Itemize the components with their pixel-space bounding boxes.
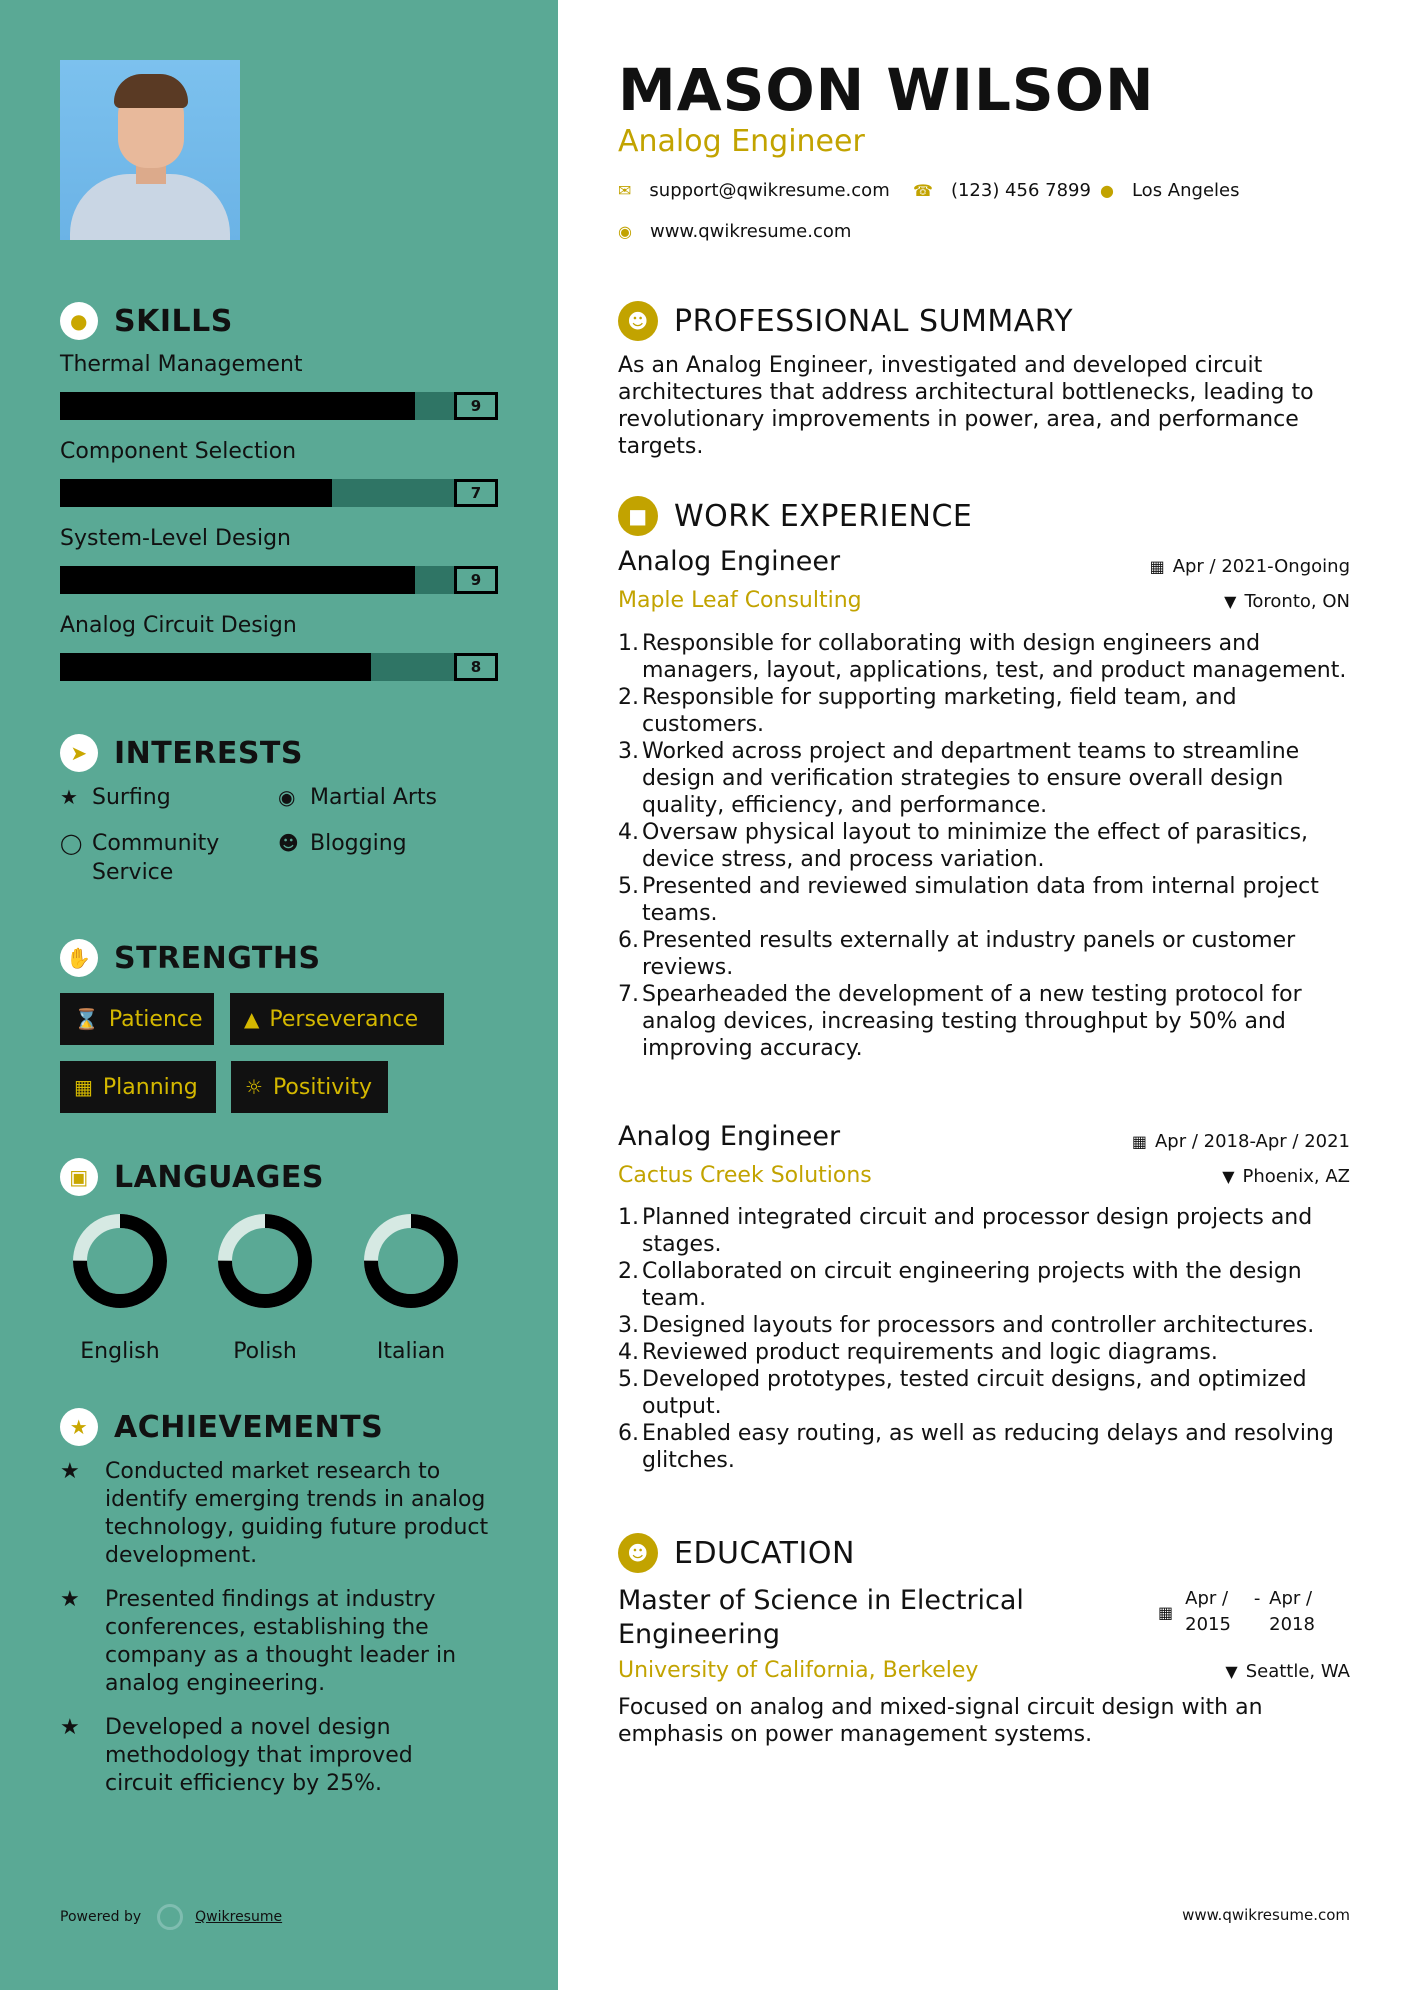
language-ring bbox=[217, 1213, 313, 1309]
summary-heading: ☻ PROFESSIONAL SUMMARY bbox=[618, 301, 1073, 341]
language-name: Polish bbox=[233, 1339, 297, 1364]
interest-item: ◉ Martial Arts bbox=[278, 785, 438, 810]
skills-heading: ● SKILLS bbox=[60, 302, 233, 340]
skill-name: Analog Circuit Design bbox=[60, 613, 297, 638]
language-item bbox=[195, 1213, 335, 1364]
briefcase-icon: ■ bbox=[618, 496, 658, 536]
list-item: 5. Presented and reviewed simulation data from internal project teams. bbox=[618, 874, 1319, 926]
language-item bbox=[50, 1213, 190, 1364]
education-location: ▼ Seattle, WA bbox=[1225, 1661, 1350, 1682]
language-name: English bbox=[80, 1339, 160, 1364]
school-name: University of California, Berkeley bbox=[618, 1658, 979, 1683]
interest-item: ★ Surfing bbox=[60, 785, 171, 810]
skill-name: Thermal Management bbox=[60, 352, 303, 377]
contact-location: ● Los Angeles bbox=[1100, 180, 1240, 201]
fist-icon: ✋ bbox=[60, 939, 98, 977]
list-item: 5. Developed prototypes, tested circuit designs, and optimized output. bbox=[618, 1367, 1307, 1419]
job-location: ▼ Phoenix, AZ bbox=[1222, 1166, 1350, 1187]
list-item: 6. Enabled easy routing, as well as reducing delays and resolving glitches. bbox=[618, 1421, 1334, 1473]
powered-by: Powered by Qwikresume bbox=[60, 1904, 282, 1930]
calendar-icon: ▦ bbox=[1131, 1132, 1147, 1151]
contact-website[interactable]: ◉ www.qwikresume.com bbox=[618, 221, 852, 242]
language-item bbox=[341, 1213, 481, 1364]
calendar-icon: ▦ bbox=[1158, 1603, 1174, 1622]
achievement-item: ★ Presented findings at industry conferences, establishing the company as a thought leader in analog engineering. bbox=[60, 1587, 457, 1696]
candidate-name: MASON WILSON bbox=[618, 56, 1155, 124]
list-item: 2. Collaborated on circuit engineering projects with the design team. bbox=[618, 1259, 1302, 1311]
globe-icon: ◉ bbox=[618, 222, 632, 241]
candidate-role: Analog Engineer bbox=[618, 124, 865, 159]
star-icon: ★ bbox=[60, 1715, 80, 1740]
skill-bar bbox=[60, 566, 498, 594]
list-item: 6. Presented results externally at industry panels or customer reviews. bbox=[618, 928, 1296, 980]
pin-icon: ▼ bbox=[1222, 1167, 1235, 1186]
languages-heading: ▣ LANGUAGES bbox=[60, 1158, 324, 1196]
strength-badge: ☼ Positivity bbox=[231, 1061, 388, 1113]
hand-icon: ◯ bbox=[60, 831, 83, 855]
achievement-item: ★ Developed a novel design methodology that improved circuit efficiency by 25%. bbox=[60, 1715, 413, 1796]
footer-website[interactable]: www.qwikresume.com bbox=[1182, 1906, 1350, 1924]
paper-plane-icon: ➤ bbox=[60, 734, 98, 772]
profile-photo bbox=[60, 60, 240, 240]
language-ring bbox=[363, 1213, 459, 1309]
skill-bar bbox=[60, 479, 498, 507]
list-item: 7. Spearheaded the development of a new testing protocol for analog devices, increasing testing throughput by 50% and improving accuracy. bbox=[618, 982, 1302, 1061]
job-company: Maple Leaf Consulting bbox=[618, 588, 862, 613]
language-name: Italian bbox=[376, 1339, 446, 1364]
graduate-icon: ☻ bbox=[618, 1533, 658, 1573]
star-icon: ★ bbox=[60, 1459, 80, 1484]
pin-icon: ▼ bbox=[1225, 1662, 1238, 1681]
education-heading: ☻ EDUCATION bbox=[618, 1533, 855, 1573]
list-item: 3. Worked across project and department teams to streamline design and verification strategies to ensure overall design quality, efficiency, and performance. bbox=[618, 739, 1300, 818]
list-item: 4. Oversaw physical layout to minimize the effect of parasitics, device stress, and process variation. bbox=[618, 820, 1309, 872]
envelope-icon: ✉ bbox=[618, 181, 632, 200]
sidebar bbox=[0, 0, 558, 1990]
interest-item: ☻ Blogging bbox=[278, 831, 407, 856]
phone-icon: ☎ bbox=[913, 181, 933, 200]
globe-icon: ◉ bbox=[278, 785, 296, 809]
list-item: 4. Reviewed product requirements and logic diagrams. bbox=[618, 1340, 1218, 1365]
experience-heading: ■ WORK EXPERIENCE bbox=[618, 496, 972, 536]
job-dates: ▦ Apr / 2018-Apr / 2021 bbox=[1131, 1131, 1350, 1152]
summary-text: As an Analog Engineer, investigated and developed circuit architectures that address architectural bottlenecks, leading to revolutionary improvements in power, area, and performance targets. bbox=[618, 353, 1314, 459]
list-item: 2. Responsible for supporting marketing, field team, and customers. bbox=[618, 685, 1237, 737]
star-icon: ★ bbox=[60, 1587, 80, 1612]
users-icon: ☻ bbox=[278, 831, 299, 855]
strength-badge: ▦ Planning bbox=[60, 1061, 216, 1113]
strengths-heading: ✋ STRENGTHS bbox=[60, 939, 321, 977]
degree-title: Master of Science in Electrical Engineering bbox=[618, 1585, 1024, 1650]
qwikresume-link[interactable]: Qwikresume bbox=[195, 1909, 283, 1925]
map-pin-icon: ● bbox=[1100, 181, 1114, 200]
job-company: Cactus Creek Solutions bbox=[618, 1163, 872, 1188]
skill-name: System-Level Design bbox=[60, 526, 291, 551]
lightbulb-icon: ● bbox=[60, 302, 98, 340]
skill-name: Component Selection bbox=[60, 439, 297, 464]
user-icon: ☻ bbox=[618, 301, 658, 341]
language-icon: ▣ bbox=[60, 1158, 98, 1196]
skill-score: 9 bbox=[454, 566, 498, 594]
strength-badge: ▲ Perseverance bbox=[230, 993, 444, 1045]
job-bullets bbox=[618, 630, 1358, 1062]
job-location: ▼ Toronto, ON bbox=[1224, 591, 1350, 612]
contact-email[interactable]: ✉ support@qwikresume.com bbox=[618, 180, 890, 201]
list-item: 1. Planned integrated circuit and processor design projects and stages. bbox=[618, 1205, 1313, 1257]
calendar-icon: ▦ bbox=[74, 1075, 93, 1099]
skill-score: 8 bbox=[454, 653, 498, 681]
star-icon: ★ bbox=[60, 785, 78, 809]
qwikresume-logo-icon bbox=[157, 1904, 183, 1930]
education-dates: ▦ Apr / 2015 - Apr / 2018 bbox=[1158, 1588, 1315, 1635]
achievements-heading: ★ ACHIEVEMENTS bbox=[60, 1408, 383, 1446]
interests-heading: ➤ INTERESTS bbox=[60, 734, 303, 772]
achievement-item: ★ Conducted market research to identify emerging trends in analog technology, guiding future product development. bbox=[60, 1459, 489, 1568]
medal-star-icon: ★ bbox=[60, 1408, 98, 1446]
list-item: 3. Designed layouts for processors and controller architectures. bbox=[618, 1313, 1315, 1338]
contact-phone[interactable]: ☎ (123) 456 7899 bbox=[913, 180, 1091, 201]
sun-icon: ☼ bbox=[245, 1075, 263, 1099]
job-bullets bbox=[618, 1204, 1358, 1474]
skill-score: 7 bbox=[454, 479, 498, 507]
skill-bar bbox=[60, 392, 498, 420]
hourglass-icon: ⌛ bbox=[74, 1007, 99, 1031]
job-dates: ▦ Apr / 2021-Ongoing bbox=[1149, 556, 1350, 577]
skill-bar bbox=[60, 653, 498, 681]
education-description: Focused on analog and mixed-signal circuit design with an emphasis on power management systems. bbox=[618, 1695, 1263, 1747]
main-content bbox=[558, 0, 1407, 1990]
strength-badge: ⌛ Patience bbox=[60, 993, 214, 1045]
job-title: Analog Engineer bbox=[618, 546, 841, 577]
pin-icon: ▼ bbox=[1224, 592, 1237, 611]
list-item: 1. Responsible for collaborating with design engineers and managers, layout, applications, test, and product management. bbox=[618, 631, 1347, 683]
language-ring bbox=[72, 1213, 168, 1309]
skill-score: 9 bbox=[454, 392, 498, 420]
interest-item: ◯ Community Service bbox=[60, 831, 220, 885]
calendar-icon: ▦ bbox=[1149, 557, 1165, 576]
road-icon: ▲ bbox=[244, 1007, 260, 1031]
job-title: Analog Engineer bbox=[618, 1121, 841, 1152]
